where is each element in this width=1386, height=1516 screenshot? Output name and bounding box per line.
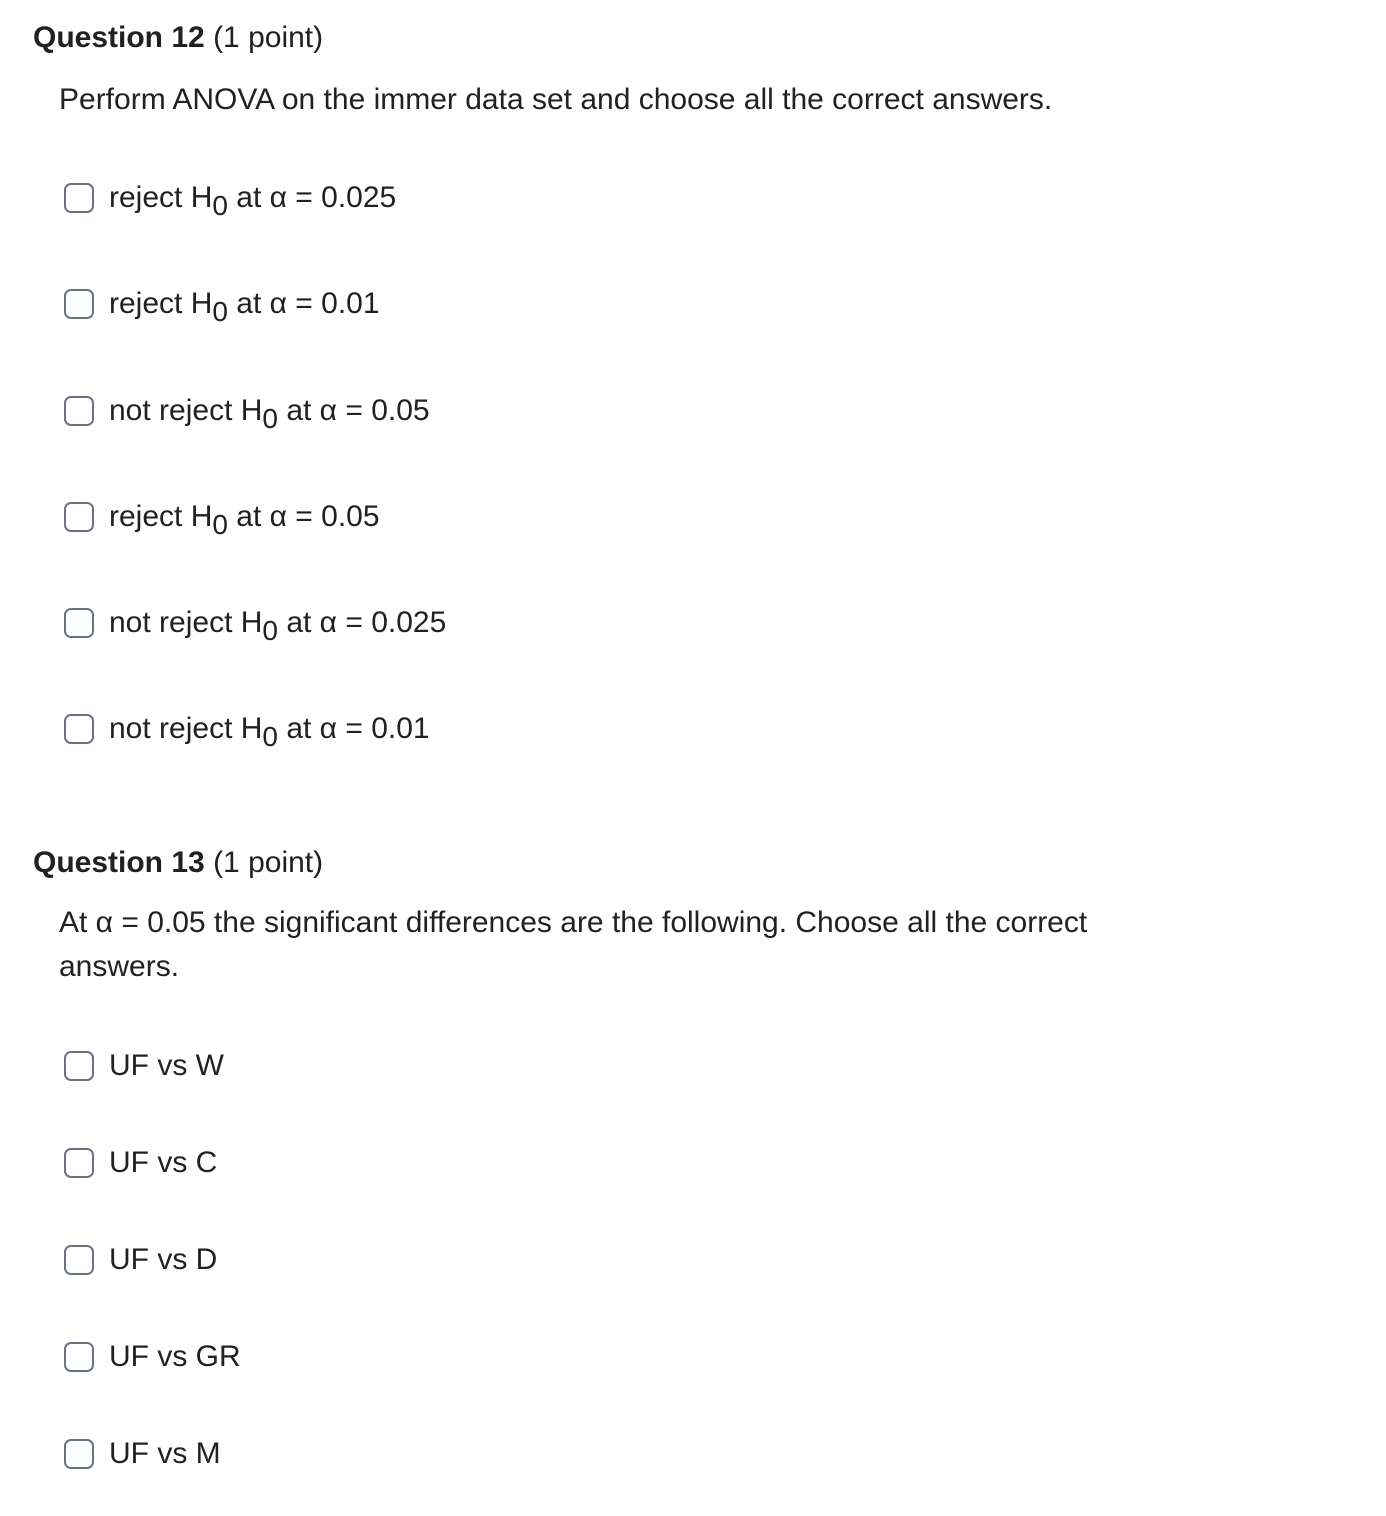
option-label: UF vs M: [109, 1437, 221, 1470]
option-reject-h0-0-01[interactable]: [64, 284, 380, 327]
question-header: [33, 20, 323, 56]
option-label: UF vs W: [109, 1049, 224, 1082]
checkbox[interactable]: [64, 1342, 94, 1372]
checkbox[interactable]: [64, 1245, 94, 1275]
option-not-reject-h0-0-05[interactable]: [64, 391, 430, 434]
option-label: not reject $H_0$ at α = 0.01: [109, 712, 430, 752]
question-prompt: At α = 0.05 the significant differences are the following. Choose all the correct answers.: [59, 906, 1088, 983]
option-reject-h0-0-05[interactable]: [64, 497, 380, 540]
checkbox[interactable]: [64, 183, 94, 213]
checkbox[interactable]: [64, 1051, 94, 1081]
option-label: reject $H_0$ at α = 0.05: [109, 500, 380, 540]
checkbox[interactable]: [64, 608, 94, 638]
question-title: Question 12: [33, 21, 205, 54]
option-uf-vs-gr[interactable]: [64, 1337, 241, 1377]
checkbox[interactable]: [64, 396, 94, 426]
option-not-reject-h0-0-01[interactable]: [64, 709, 430, 752]
checkbox[interactable]: [64, 714, 94, 744]
checkbox[interactable]: [64, 1148, 94, 1178]
option-uf-vs-d[interactable]: [64, 1240, 217, 1280]
option-label: UF vs D: [109, 1243, 218, 1276]
question-points: (1 point): [213, 21, 324, 54]
checkbox[interactable]: [64, 1439, 94, 1469]
option-label: reject $H_0$ at α = 0.01: [109, 287, 380, 327]
option-label: not reject $H_0$ at α = 0.05: [109, 394, 430, 434]
option-reject-h0-0-025[interactable]: [64, 178, 397, 221]
option-label: reject $H_0$ at α = 0.025: [109, 181, 397, 221]
option-uf-vs-c[interactable]: [64, 1143, 217, 1183]
checkbox[interactable]: [64, 289, 94, 319]
checkbox[interactable]: [64, 502, 94, 532]
option-uf-vs-m[interactable]: [64, 1434, 221, 1474]
question-header: [33, 845, 323, 881]
option-not-reject-h0-0-025[interactable]: [64, 603, 447, 646]
option-label: not reject $H_0$ at α = 0.025: [109, 606, 447, 646]
question-title: Question 13: [33, 846, 205, 879]
option-label: UF vs GR: [109, 1340, 241, 1373]
question-prompt: Perform ANOVA on the immer data set and choose all the correct answers.: [59, 83, 1053, 116]
option-label: UF vs C: [109, 1146, 218, 1179]
option-uf-vs-w[interactable]: [64, 1046, 224, 1086]
question-points: (1 point): [213, 846, 324, 879]
